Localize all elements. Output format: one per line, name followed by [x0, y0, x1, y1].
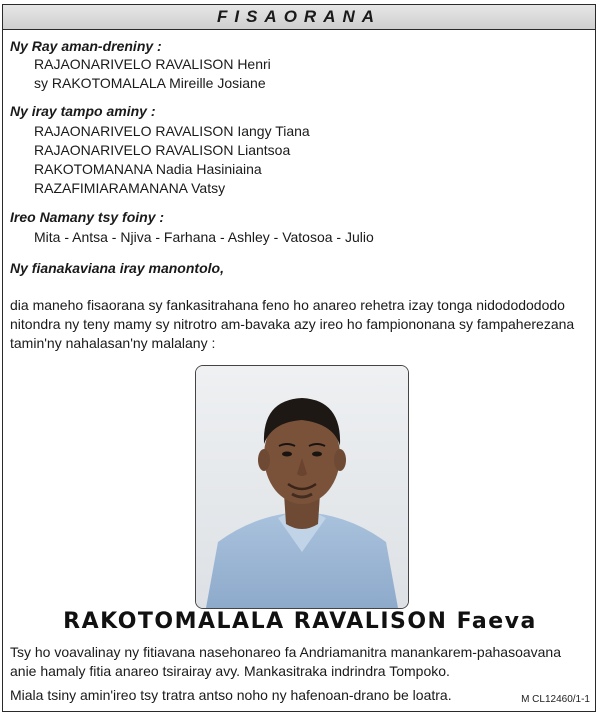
closing-paragraph: Tsy ho voavalinay ny fitiavana nasehonareo fa Andriamanitra manankarem-pahasoavana anie hamaly fitia anareo tsirairay avy. Mankasitraka indrindra Tompoko. — [10, 644, 562, 679]
section-heading-siblings: Ny iray tampo aminy : — [10, 103, 156, 119]
announcement-title: FISAORANA — [216, 7, 382, 26]
parent-line: RAJAONARIVELO RAVALISON Henri — [34, 56, 271, 72]
sibling-line: RAJAONARIVELO RAVALISON Iangy Tiana — [34, 123, 310, 139]
section-heading-friends: Ireo Namany tsy foiny : — [10, 209, 165, 225]
announcement-header — [3, 5, 595, 30]
portrait-illustration — [196, 366, 408, 608]
sibling-line: RAKOTOMANANA Nadia Hasiniaina — [34, 161, 262, 177]
portrait-photo — [195, 365, 409, 609]
parent-line: sy RAKOTOMALALA Mireille Josiane — [34, 75, 266, 91]
deceased-name: RAKOTOMALALA RAVALISON Faeva — [63, 609, 537, 634]
sibling-line: RAZAFIMIARAMANANA Vatsy — [34, 180, 226, 196]
intro-paragraph: dia maneho fisaorana sy fankasitrahana feno ho anareo rehetra izay tonga nidododododo nitondra ny teny mamy sy nitrotro am-bavaka azy ireo ho fampiononana sy fampaherezana tamin'ny nahalasan'ny malalany : — [10, 297, 575, 351]
section-heading-parents: Ny Ray aman-dreniny : — [10, 38, 162, 54]
sibling-line: RAJAONARIVELO RAVALISON Liantsoa — [34, 142, 291, 158]
reference-code: M CL12460/1-1 — [521, 694, 590, 705]
closing-paragraph: Miala tsiny amin'ireo tsy tratra antso noho ny hafenoan-drano be loatra. — [10, 687, 452, 703]
friends-line: Mita - Antsa - Njiva - Farhana - Ashley - Vatosoa - Julio — [34, 229, 374, 245]
section-heading-family: Ny fianakaviana iray manontolo, — [10, 260, 224, 276]
